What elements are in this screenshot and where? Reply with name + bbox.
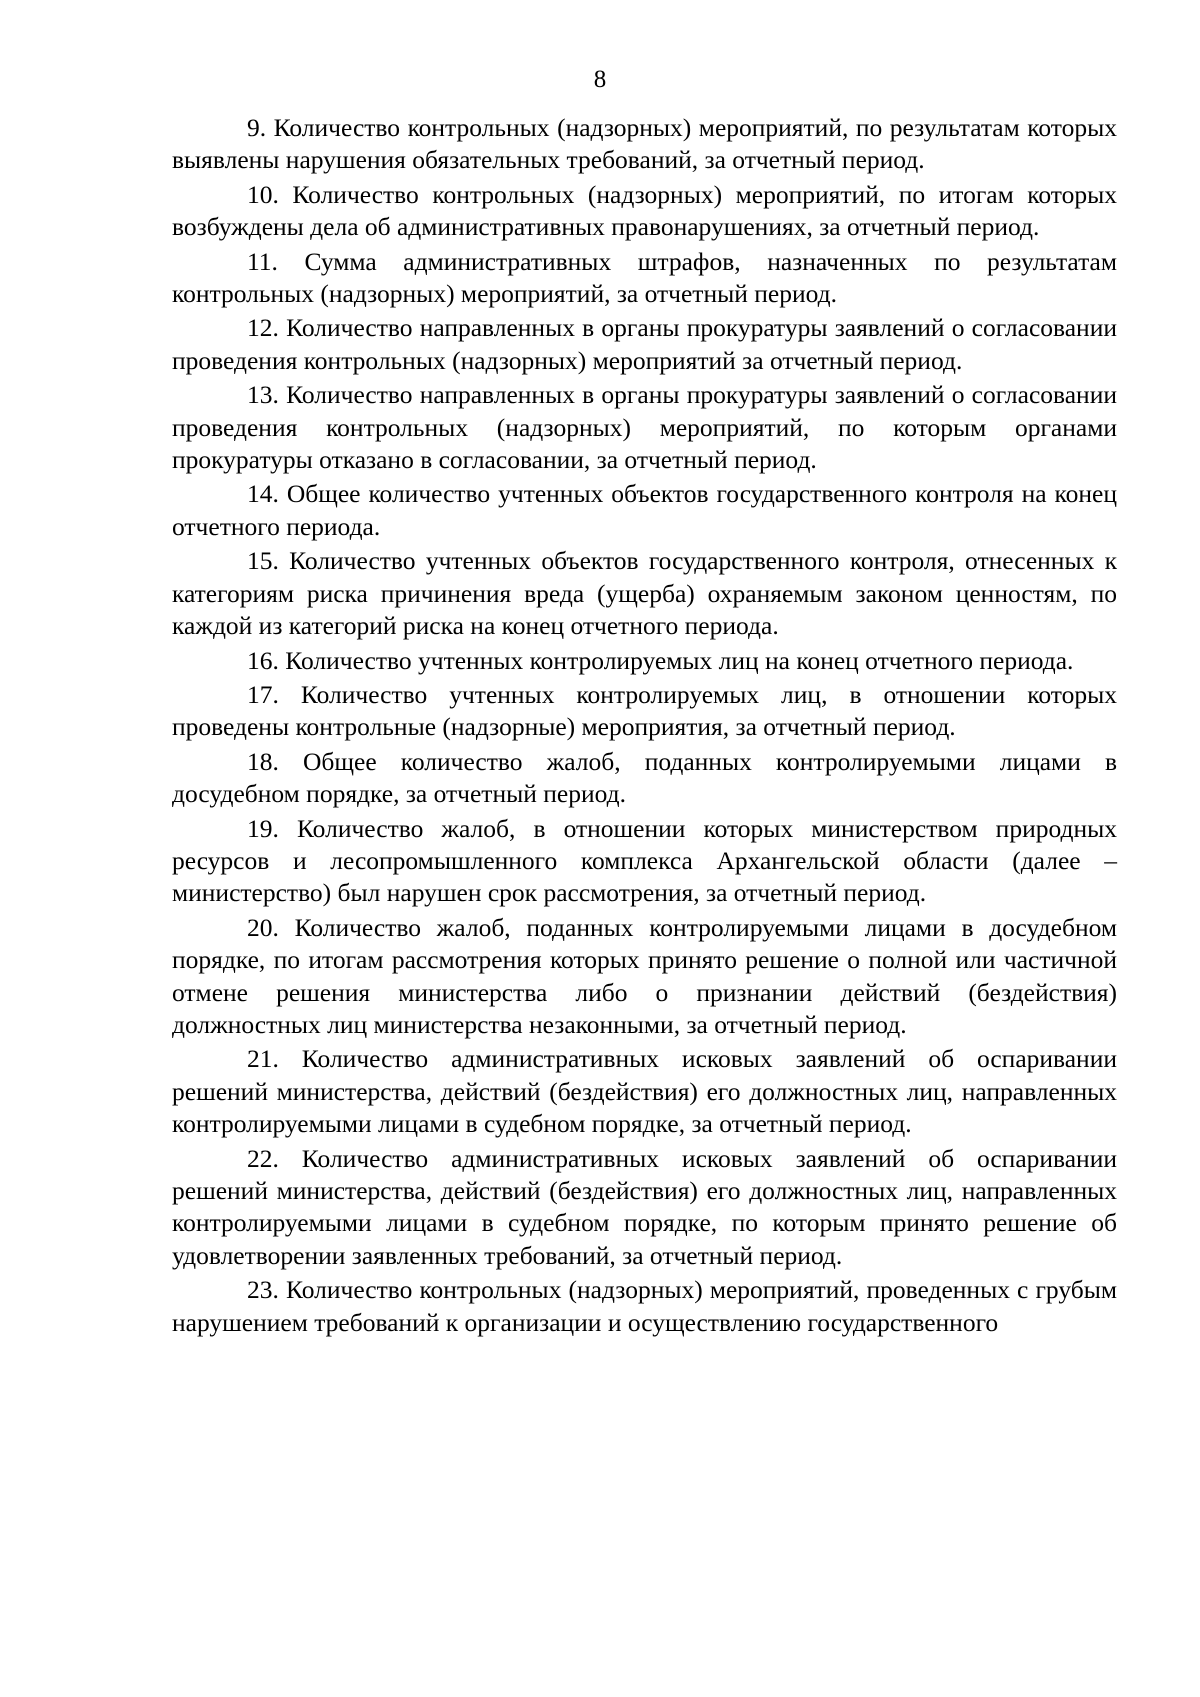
paragraph-item-9: 9. Количество контрольных (надзорных) мероприятий, по результатам которых выявлены нарушения обязательных требований, за отчетный период. xyxy=(172,113,1117,175)
paragraph-item-19: 19. Количество жалоб, в отношении которых министерством природных ресурсов и лесопромышленного комплекса Архангельской области (далее – министерство) был нарушен срок рассмотрения, за отчетный период. xyxy=(172,813,1117,908)
page-number: 8 xyxy=(593,66,607,93)
paragraph-item-10: 10. Количество контрольных (надзорных) мероприятий, по итогам которых возбуждены дела об административных правонарушениях, за отчетный период. xyxy=(172,179,1117,242)
document-body xyxy=(172,112,1117,1341)
paragraph-item-13: 13. Количество направленных в органы прокуратуры заявлений о согласовании проведения контрольных (надзорных) мероприятий, по которым органами прокуратуры отказано в согласовании, за отчетный период. xyxy=(172,380,1117,475)
paragraph-item-20: 20. Количество жалоб, поданных контролируемыми лицами в досудебном порядке, по итогам рассмотрения которых принято решение о полной или частичной отмене решения министерства либо о признании действий (бездействия) должностных лиц министерства незаконными, за отчетный период. xyxy=(172,912,1117,1039)
paragraph-item-12: 12. Количество направленных в органы прокуратуры заявлений о согласовании проведения контрольных (надзорных) мероприятий за отчетный период. xyxy=(172,313,1117,375)
paragraph-item-16: 16. Количество учтенных контролируемых лиц на конец отчетного периода. xyxy=(247,645,1074,675)
paragraph-item-11: 11. Сумма административных штрафов, назначенных по результатам контрольных (надзорных) мероприятий, за отчетный период. xyxy=(172,246,1117,309)
paragraph-item-17: 17. Количество учтенных контролируемых лиц, в отношении которых проведены контрольные (надзорные) мероприятия, за отчетный период. xyxy=(172,679,1117,742)
paragraph-item-23: 23. Количество контрольных (надзорных) мероприятий, проведенных с грубым нарушением требований к организации и осуществлению государственного xyxy=(172,1275,1117,1337)
paragraph-item-22: 22. Количество административных исковых заявлений об оспаривании решений министерства, действий (бездействия) его должностных лиц, направленных контролируемыми лицами в судебном порядке, по которым принято решение об удовлетворении заявленных требований, за отчетный период. xyxy=(172,1143,1117,1270)
paragraph-item-21: 21. Количество административных исковых заявлений об оспаривании решений министерства, действий (бездействия) его должностных лиц, направленных контролируемыми лицами в судебном порядке, за отчетный период. xyxy=(172,1044,1117,1139)
paragraph-item-15: 15. Количество учтенных объектов государственного контроля, отнесенных к категориям риска причинения вреда (ущерба) охраняемым законом ценностям, по каждой из категорий риска на конец отчетного периода. xyxy=(172,546,1117,641)
paragraph-item-14: 14. Общее количество учтенных объектов государственного контроля на конец отчетного периода. xyxy=(172,479,1117,541)
paragraph-item-18: 18. Общее количество жалоб, поданных контролируемыми лицами в досудебном порядке, за отчетный период. xyxy=(172,746,1117,809)
